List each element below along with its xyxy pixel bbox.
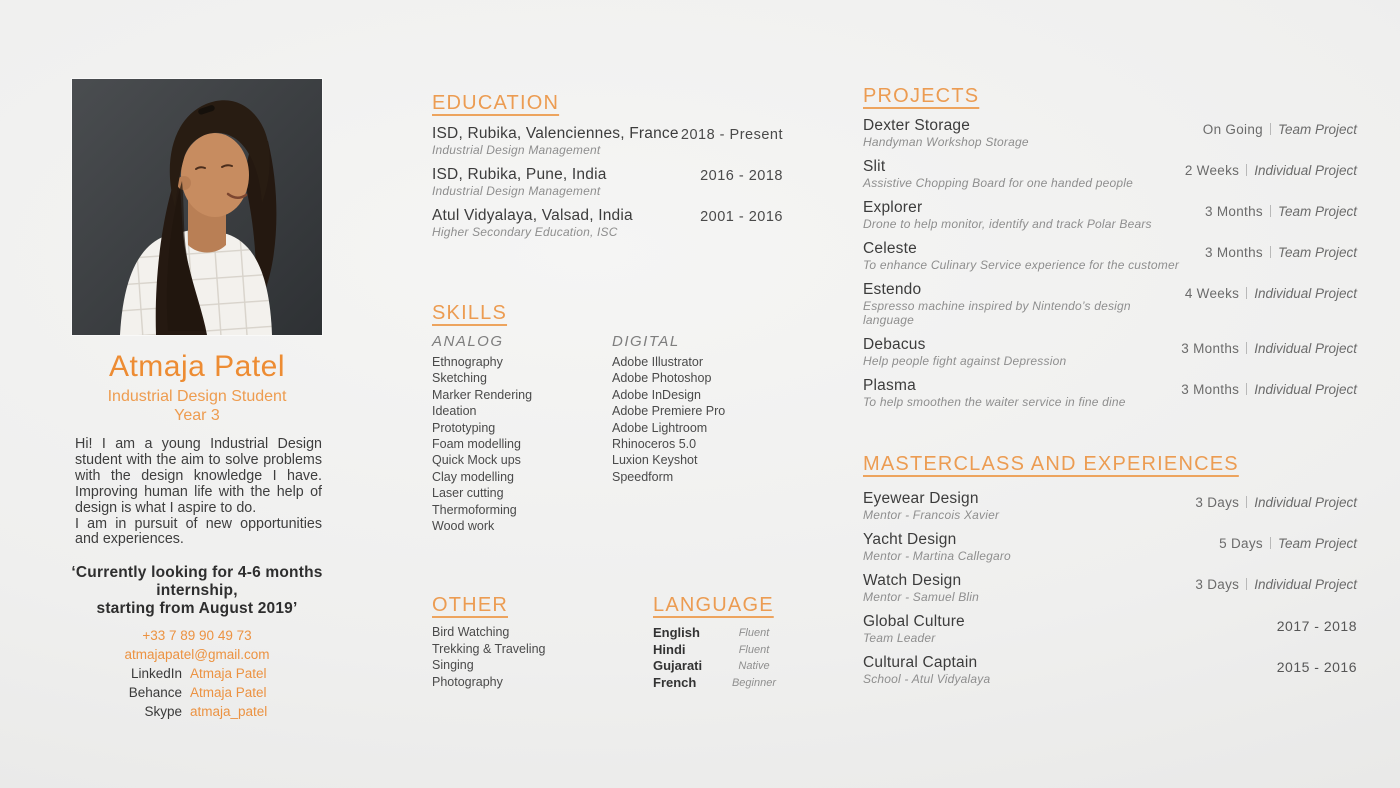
project-entry bbox=[863, 377, 1357, 409]
masterclass-duration: 5 Days bbox=[1219, 536, 1263, 551]
project-duration: On Going bbox=[1202, 122, 1263, 137]
contact-block bbox=[40, 629, 354, 724]
education-school: ISD, Rubika, Valenciennes, France bbox=[432, 125, 679, 142]
contact-behance-row bbox=[40, 686, 354, 700]
email-link[interactable]: atmajapatel@gmail.com bbox=[124, 647, 270, 662]
project-type: Individual Project bbox=[1254, 382, 1357, 397]
separator bbox=[1270, 205, 1271, 217]
availability-line: starting from August 2019’ bbox=[96, 600, 298, 617]
education-degree: Industrial Design Management bbox=[432, 143, 601, 157]
project-meta bbox=[1205, 204, 1357, 219]
phone-link[interactable]: +33 7 89 90 49 73 bbox=[142, 628, 252, 643]
skill-item: Wood work bbox=[432, 519, 495, 534]
person-year: Year 3 bbox=[174, 407, 220, 424]
language-level: Fluent bbox=[738, 627, 770, 639]
skype-link[interactable]: atmaja_patel bbox=[190, 704, 268, 719]
language-name: Hindi bbox=[653, 641, 686, 657]
separator bbox=[1246, 164, 1247, 176]
skills-analog-column bbox=[432, 333, 612, 534]
language-section bbox=[653, 594, 793, 691]
skill-item: Adobe Premiere Pro bbox=[612, 404, 726, 419]
project-title: Estendo bbox=[863, 281, 922, 298]
language-level: Beginner bbox=[731, 676, 777, 689]
masterclass-heading: MASTERCLASS AND EXPERIENCES bbox=[863, 453, 1239, 475]
education-degree: Industrial Design Management bbox=[432, 184, 601, 198]
separator bbox=[1246, 287, 1247, 299]
project-duration: 3 Months bbox=[1205, 204, 1263, 219]
separator bbox=[1246, 342, 1247, 354]
project-meta bbox=[1185, 286, 1357, 301]
language-name: French bbox=[653, 674, 697, 690]
project-duration: 2 Weeks bbox=[1184, 163, 1240, 178]
project-desc: Handyman Workshop Storage bbox=[863, 135, 1029, 149]
skill-item: Luxion Keyshot bbox=[612, 453, 698, 468]
separator bbox=[1246, 496, 1247, 508]
skill-item: Ideation bbox=[432, 404, 477, 419]
language-row bbox=[653, 675, 793, 692]
skill-item: Adobe InDesign bbox=[612, 387, 701, 402]
education-degree: Higher Secondary Education, ISC bbox=[432, 225, 618, 239]
skill-item: Prototyping bbox=[432, 420, 496, 435]
masterclass-title: Cultural Captain bbox=[863, 654, 978, 671]
project-entry bbox=[863, 281, 1357, 327]
masterclass-duration: 3 Days bbox=[1195, 577, 1240, 592]
other-item: Trekking & Traveling bbox=[432, 641, 546, 656]
separator bbox=[1246, 578, 1247, 590]
education-period: 2018 - Present bbox=[680, 127, 783, 143]
language-row bbox=[653, 625, 793, 642]
project-entry bbox=[863, 336, 1357, 368]
projects-heading: PROJECTS bbox=[863, 85, 980, 107]
masterclass-meta bbox=[1195, 495, 1357, 510]
education-school: Atul Vidyalaya, Valsad, India bbox=[432, 207, 633, 224]
skills-digital-column bbox=[612, 333, 792, 534]
language-name: Gujarati bbox=[653, 658, 703, 674]
project-desc: Espresso machine inspired by Nintendo’s design language bbox=[863, 299, 1131, 327]
education-entry bbox=[432, 166, 783, 198]
digital-label: DIGITAL bbox=[612, 333, 680, 350]
skill-item: Foam modelling bbox=[432, 437, 521, 452]
skill-item: Clay modelling bbox=[432, 469, 514, 484]
skill-item: Sketching bbox=[432, 371, 487, 386]
availability-line: ‘Currently looking for 4-6 months internship, bbox=[71, 564, 323, 599]
project-duration: 3 Months bbox=[1205, 245, 1263, 260]
language-heading: LANGUAGE bbox=[653, 594, 774, 616]
skill-item: Ethnography bbox=[432, 355, 503, 369]
linkedin-link[interactable]: Atmaja Patel bbox=[190, 666, 267, 681]
masterclass-entry bbox=[863, 531, 1357, 563]
skills-heading: SKILLS bbox=[432, 302, 508, 324]
project-title: Dexter Storage bbox=[863, 117, 971, 134]
contact-email-row bbox=[40, 648, 354, 662]
masterclass-entry bbox=[863, 654, 1357, 686]
masterclass-entry bbox=[863, 572, 1357, 604]
bio-text bbox=[75, 437, 322, 548]
masterclass-duration: 3 Days bbox=[1195, 495, 1240, 510]
skill-item: Adobe Lightroom bbox=[612, 420, 708, 435]
masterclass-title: Global Culture bbox=[863, 613, 965, 630]
masterclass-section bbox=[863, 453, 1357, 695]
project-meta bbox=[1181, 341, 1357, 356]
project-desc: Drone to help monitor, identify and track Polar Bears bbox=[863, 217, 1152, 231]
language-name: English bbox=[653, 625, 700, 640]
masterclass-entry bbox=[863, 613, 1357, 645]
masterclass-title: Eyewear Design bbox=[863, 490, 979, 507]
masterclass-type: Individual Project bbox=[1254, 495, 1357, 510]
project-type: Team Project bbox=[1277, 245, 1357, 260]
masterclass-title: Watch Design bbox=[863, 572, 962, 589]
project-title: Slit bbox=[863, 158, 886, 175]
analog-label: ANALOG bbox=[432, 333, 504, 350]
skill-item: Rhinoceros 5.0 bbox=[612, 437, 697, 452]
project-desc: To help smoothen the waiter service in fine dine bbox=[863, 395, 1126, 409]
masterclass-desc: Mentor - Samuel Blin bbox=[863, 590, 980, 604]
education-school: ISD, Rubika, Pune, India bbox=[432, 166, 607, 183]
language-row bbox=[653, 658, 793, 675]
masterclass-period: 2015 - 2016 bbox=[1276, 659, 1357, 675]
other-item: Photography bbox=[432, 674, 503, 689]
masterclass-period: 2017 - 2018 bbox=[1276, 618, 1357, 634]
education-entry bbox=[432, 125, 783, 157]
skill-item: Laser cutting bbox=[432, 486, 504, 501]
education-period: 2016 - 2018 bbox=[700, 168, 783, 184]
project-type: Individual Project bbox=[1254, 163, 1357, 178]
contact-linkedin-row bbox=[40, 667, 354, 681]
project-type: Individual Project bbox=[1254, 341, 1357, 356]
behance-link[interactable]: Atmaja Patel bbox=[190, 685, 267, 700]
separator bbox=[1270, 537, 1271, 549]
masterclass-type: Team Project bbox=[1277, 536, 1357, 551]
education-heading: EDUCATION bbox=[432, 92, 560, 114]
masterclass-meta bbox=[1195, 577, 1357, 592]
projects-section bbox=[863, 85, 1357, 418]
skill-item: Adobe Photoshop bbox=[612, 371, 712, 386]
availability-note bbox=[30, 564, 364, 618]
project-meta bbox=[1185, 163, 1357, 178]
project-entry bbox=[863, 240, 1357, 272]
project-duration: 3 Months bbox=[1181, 341, 1240, 356]
other-section bbox=[432, 594, 612, 690]
person-name: Atmaja Patel bbox=[108, 350, 286, 383]
other-item: Singing bbox=[432, 658, 474, 673]
masterclass-title: Yacht Design bbox=[863, 531, 957, 548]
project-desc: Assistive Chopping Board for one handed people bbox=[863, 176, 1134, 190]
project-duration: 4 Weeks bbox=[1184, 286, 1240, 301]
project-title: Celeste bbox=[863, 240, 917, 257]
skill-item: Quick Mock ups bbox=[432, 453, 521, 468]
education-period: 2001 - 2016 bbox=[700, 209, 783, 225]
separator bbox=[1246, 383, 1247, 395]
language-row bbox=[653, 642, 793, 659]
separator bbox=[1270, 246, 1271, 258]
skill-item: Adobe Illustrator bbox=[612, 355, 704, 369]
person-title: Industrial Design Student bbox=[107, 388, 287, 405]
skill-item: Marker Rendering bbox=[432, 387, 533, 402]
project-meta bbox=[1203, 122, 1357, 137]
education-entry bbox=[432, 207, 783, 239]
separator bbox=[1270, 123, 1271, 135]
contact-skype-row bbox=[40, 705, 354, 719]
project-title: Explorer bbox=[863, 199, 923, 216]
bio-paragraph: Hi! I am a young Industrial Design student with the aim to solve problems with the design knowledge I have. Improving human life with the help of design is what I aspire to do. bbox=[75, 436, 322, 516]
masterclass-desc: Team Leader bbox=[863, 631, 936, 645]
education-section bbox=[432, 92, 783, 248]
profile-photo bbox=[72, 79, 322, 335]
bio-paragraph: I am in pursuit of new opportunities and experiences. bbox=[75, 515, 322, 548]
skill-item: Thermoforming bbox=[432, 502, 517, 517]
project-type: Individual Project bbox=[1254, 286, 1357, 301]
language-level: Native bbox=[738, 660, 770, 673]
project-type: Team Project bbox=[1277, 204, 1357, 219]
other-heading: OTHER bbox=[432, 594, 508, 616]
contact-phone-row bbox=[40, 629, 354, 643]
masterclass-entry bbox=[863, 490, 1357, 522]
masterclass-desc: School - Atul Vidyalaya bbox=[863, 672, 991, 686]
project-entry bbox=[863, 199, 1357, 231]
profile-photo-illustration bbox=[72, 79, 322, 335]
project-duration: 3 Months bbox=[1181, 382, 1240, 397]
project-entry bbox=[863, 117, 1357, 149]
project-title: Debacus bbox=[863, 336, 926, 353]
skills-section bbox=[432, 302, 792, 534]
behance-label: Behance bbox=[128, 685, 182, 700]
project-entry bbox=[863, 158, 1357, 190]
project-desc: Help people fight against Depression bbox=[863, 354, 1067, 368]
project-desc: To enhance Culinary Service experience for the customer bbox=[863, 258, 1180, 272]
masterclass-meta bbox=[1219, 536, 1357, 551]
identity-block bbox=[40, 350, 354, 425]
masterclass-desc: Mentor - Francois Xavier bbox=[863, 508, 1000, 522]
skype-label: Skype bbox=[144, 704, 182, 719]
masterclass-type: Individual Project bbox=[1254, 577, 1357, 592]
project-title: Plasma bbox=[863, 377, 916, 394]
project-meta bbox=[1205, 245, 1357, 260]
linkedin-label: LinkedIn bbox=[130, 666, 182, 681]
language-level: Fluent bbox=[738, 643, 770, 656]
project-type: Team Project bbox=[1277, 122, 1357, 137]
masterclass-desc: Mentor - Martina Callegaro bbox=[863, 549, 1011, 563]
skill-item: Speedform bbox=[612, 469, 674, 484]
other-item: Bird Watching bbox=[432, 625, 510, 639]
project-meta bbox=[1181, 382, 1357, 397]
